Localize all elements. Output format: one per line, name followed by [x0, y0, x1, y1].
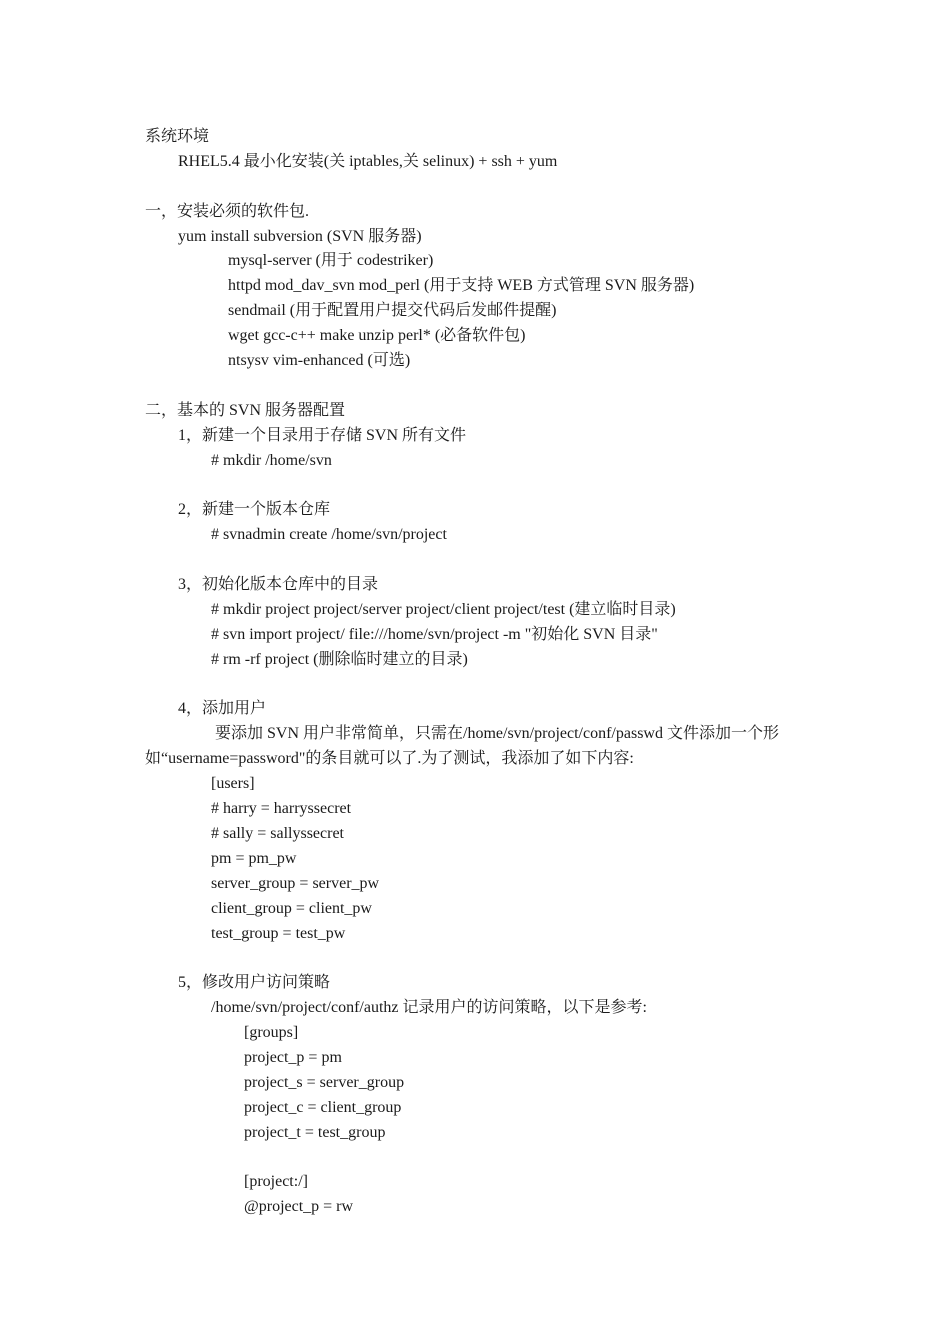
blank-line — [0, 673, 950, 698]
text-line: [project:/] — [244, 1173, 308, 1191]
text-line: project_s = server_group — [244, 1073, 405, 1091]
document-body — [0, 125, 950, 1220]
text-line: project_p = pm — [244, 1048, 342, 1066]
text-line: @project_p = rw — [244, 1198, 354, 1216]
text-line: ntsysv vim-enhanced (可选) — [228, 352, 411, 370]
text-line: # mkdir project project/server project/client project/test (建立临时目录) — [211, 600, 676, 618]
text-line: # rm -rf project (删除临时建立的目录) — [211, 650, 468, 668]
text-line: wget gcc-c++ make unzip perl* (必备软件包) — [228, 327, 526, 345]
text-line: 1，新建一个目录用于存储 SVN 所有文件 — [178, 426, 467, 444]
text-line: 一，安装必须的软件包. — [145, 202, 310, 220]
text-line: httpd mod_dav_svn mod_perl (用于支持 WEB 方式管理 SVN 服务器) — [228, 277, 695, 295]
text-line: RHEL5.4 最小化安装(关 iptables,关 selinux) + ssh + yum — [178, 152, 558, 170]
text-line: 如“username=password"的条目就可以了.为了测试，我添加了如下内容: — [145, 750, 634, 768]
blank-line — [0, 175, 950, 200]
text-line: 5，修改用户访问策略 — [178, 974, 331, 992]
text-line: # mkdir /home/svn — [211, 451, 332, 469]
text-line: yum install subversion (SVN 服务器) — [178, 227, 422, 245]
text-line: # svn import project/ file:///home/svn/project -m "初始化 SVN 目录" — [211, 625, 658, 643]
text-line: # sally = sallyssecret — [211, 824, 344, 842]
text-line: [users] — [211, 775, 255, 793]
text-line: mysql-server (用于 codestriker) — [228, 252, 434, 270]
text-line: [groups] — [244, 1024, 299, 1042]
text-line: 4，添加用户 — [178, 700, 267, 718]
text-line: # svnadmin create /home/svn/project — [211, 526, 447, 544]
text-line: 2，新建一个版本仓库 — [178, 501, 331, 519]
blank-line — [0, 946, 950, 971]
text-line: pm = pm_pw — [211, 849, 297, 867]
text-line: 二，基本的 SVN 服务器配置 — [145, 401, 346, 419]
text-line: 3，初始化版本仓库中的目录 — [178, 576, 379, 594]
text-line: project_c = client_group — [244, 1098, 402, 1116]
blank-line — [0, 473, 950, 498]
text-line: 要添加 SVN 用户非常简单，只需在/home/svn/project/conf/passwd 文件添加一个形 — [215, 725, 779, 743]
text-line: server_group = server_pw — [211, 874, 380, 892]
text-line: 系统环境 — [145, 128, 210, 145]
blank-line — [0, 548, 950, 573]
text-line: client_group = client_pw — [211, 899, 372, 917]
blank-line — [0, 1146, 950, 1171]
text-line: test_group = test_pw — [211, 924, 346, 942]
text-line: /home/svn/project/conf/authz 记录用户的访问策略，以下是参考: — [211, 999, 647, 1017]
blank-line — [0, 374, 950, 399]
text-line: # harry = harryssecret — [211, 800, 352, 818]
text-line: sendmail (用于配置用户提交代码后发邮件提醒) — [228, 302, 557, 320]
text-line: project_t = test_group — [244, 1123, 386, 1141]
